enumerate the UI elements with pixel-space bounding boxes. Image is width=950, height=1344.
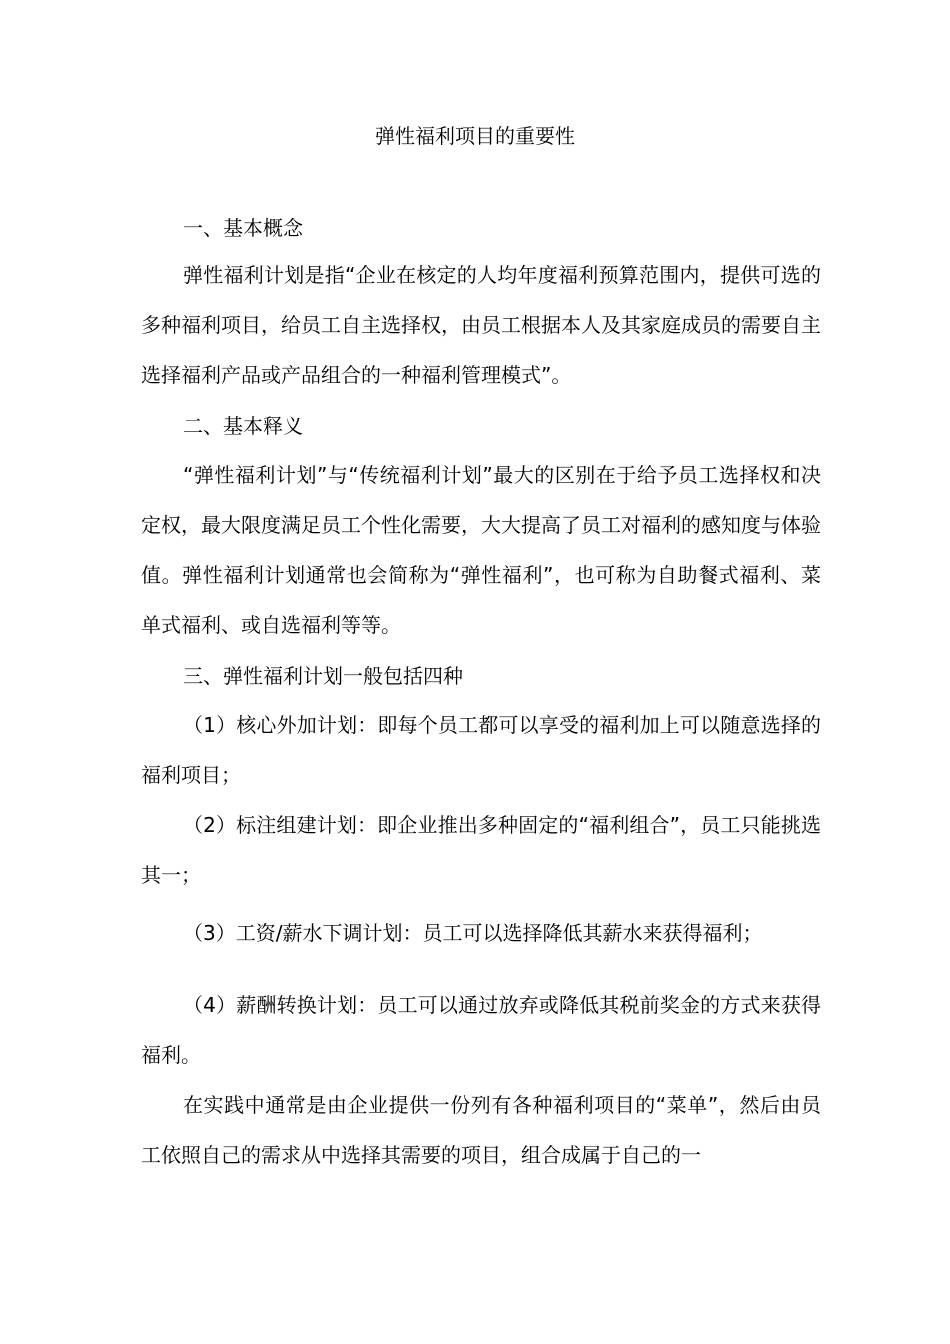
paragraph-basic-concept: 弹性福利计划是指“企业在核定的人均年度福利预算范围内，提供可选的多种福利项目，给员工自主选择权，由员工根据本人及其家庭成员的需要自主选择福利产品或产品组合的一种福利管理模式”。 bbox=[141, 263, 821, 387]
section-heading-basic-meaning: 二、基本释义 bbox=[183, 414, 303, 438]
list-item-compensation-conversion-plan: （4）薪酬转换计划：员工可以通过放弃或降低其税前奖金的方式来获得福利。 bbox=[141, 993, 821, 1067]
section-heading-four-types: 三、弹性福利计划一般包括四种 bbox=[183, 664, 463, 688]
list-item-standard-package-plan: （2）标注组建计划：即企业推出多种固定的“福利组合”，员工只能挑选其一； bbox=[141, 813, 821, 887]
list-item-salary-reduction-plan: （3）工资/薪水下调计划：员工可以选择降低其薪水来获得福利； bbox=[183, 921, 763, 945]
list-item-core-plus-plan: （1）核心外加计划：即每个员工都可以享受的福利加上可以随意选择的福利项目； bbox=[141, 713, 821, 787]
paragraph-practice: 在实践中通常是由企业提供一份列有各种福利项目的“菜单”，然后由员工依照自己的需求从中选择其需要的项目，组合成属于自己的一 bbox=[141, 1093, 821, 1167]
section-heading-basic-concept: 一、基本概念 bbox=[183, 216, 303, 240]
document-title: 弹性福利项目的重要性 bbox=[375, 124, 575, 148]
paragraph-basic-meaning: “弹性福利计划”与“传统福利计划”最大的区别在于给予员工选择权和决定权，最大限度满足员工个性化需要，大大提高了员工对福利的感知度与体验值。弹性福利计划通常也会简称为“弹性福利”，也可称为自助餐式福利、菜单式福利、或自选福利等等。 bbox=[141, 463, 821, 637]
